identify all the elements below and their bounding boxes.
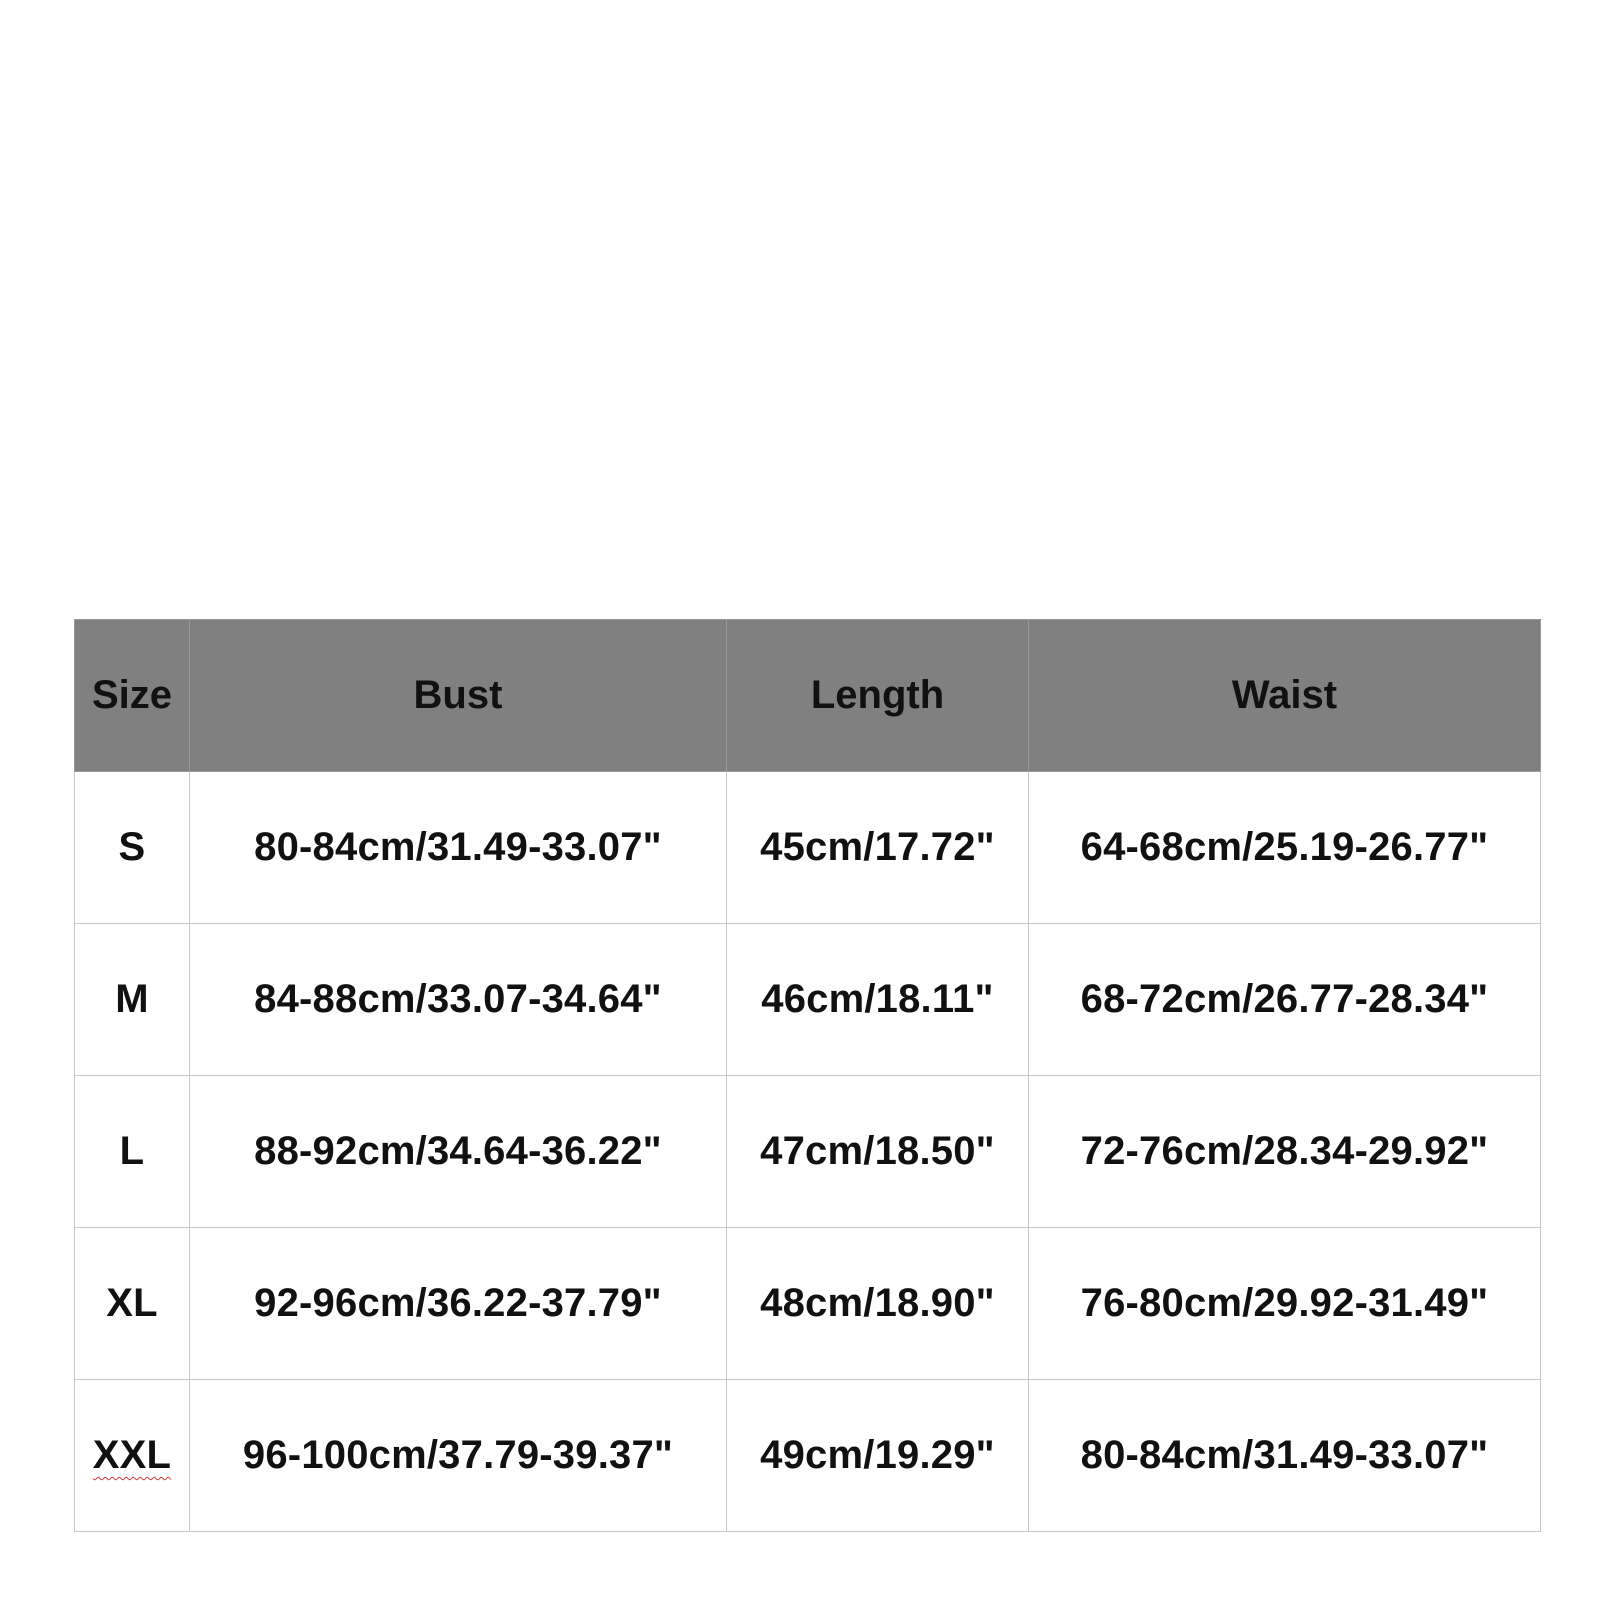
bust-cell: 84-88cm/33.07-34.64"	[190, 924, 727, 1076]
header-waist: Waist	[1029, 620, 1541, 772]
waist-cell: 68-72cm/26.77-28.34"	[1029, 924, 1541, 1076]
bust-cell: 96-100cm/37.79-39.37"	[190, 1380, 727, 1532]
waist-cell: 76-80cm/29.92-31.49"	[1029, 1228, 1541, 1380]
size-chart-header	[75, 620, 1541, 772]
table-row	[75, 924, 1541, 1076]
size-chart-body	[75, 772, 1541, 1532]
size-chart-table	[74, 619, 1541, 1532]
bust-cell: 92-96cm/36.22-37.79"	[190, 1228, 727, 1380]
length-cell: 45cm/17.72"	[727, 772, 1029, 924]
waist-cell: 72-76cm/28.34-29.92"	[1029, 1076, 1541, 1228]
size-cell: S	[75, 772, 190, 924]
size-label: XXL	[92, 1433, 172, 1477]
table-row	[75, 1076, 1541, 1228]
length-cell: 48cm/18.90"	[727, 1228, 1029, 1380]
length-cell: 47cm/18.50"	[727, 1076, 1029, 1228]
bust-cell: 88-92cm/34.64-36.22"	[190, 1076, 727, 1228]
size-cell: XL	[75, 1228, 190, 1380]
header-length: Length	[727, 620, 1029, 772]
length-cell: 49cm/19.29"	[727, 1380, 1029, 1532]
size-cell	[75, 1380, 190, 1532]
waist-cell: 64-68cm/25.19-26.77"	[1029, 772, 1541, 924]
table-row	[75, 1228, 1541, 1380]
table-row	[75, 772, 1541, 924]
waist-cell: 80-84cm/31.49-33.07"	[1029, 1380, 1541, 1532]
size-cell: M	[75, 924, 190, 1076]
table-row	[75, 1380, 1541, 1532]
length-cell: 46cm/18.11"	[727, 924, 1029, 1076]
bust-cell: 80-84cm/31.49-33.07"	[190, 772, 727, 924]
header-size: Size	[75, 620, 190, 772]
size-cell: L	[75, 1076, 190, 1228]
header-bust: Bust	[190, 620, 727, 772]
header-row	[75, 620, 1541, 772]
